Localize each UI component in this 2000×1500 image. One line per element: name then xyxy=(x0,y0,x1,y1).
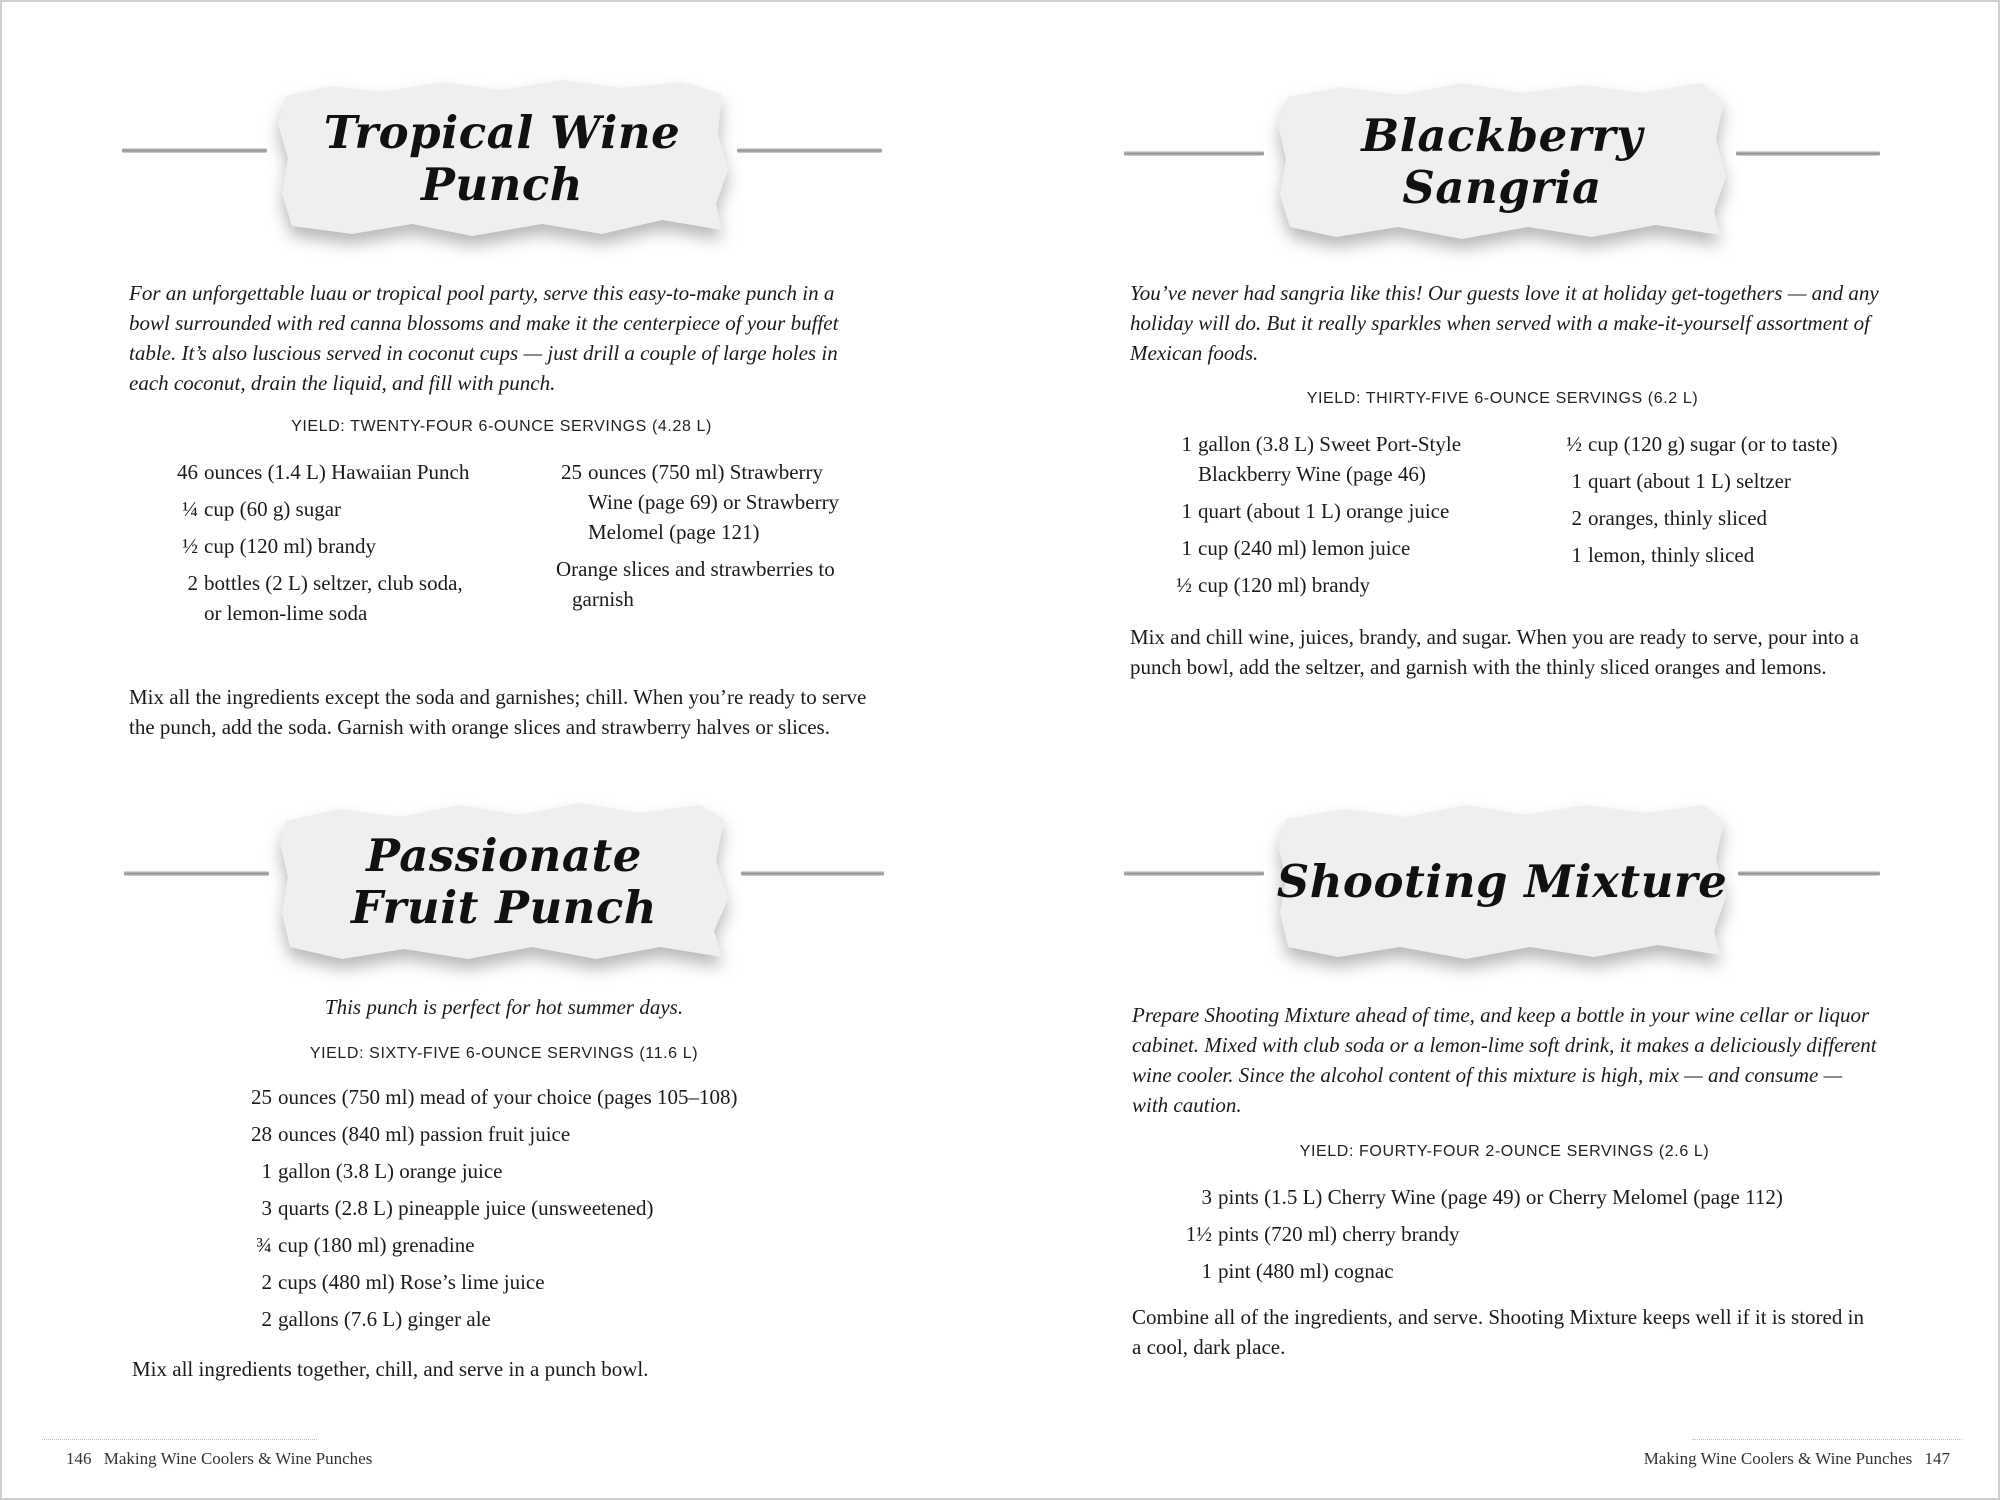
ingredient-text: cup (180 ml) grenadine xyxy=(278,1233,475,1257)
recipe-intro: You’ve never had sangria like this! Our guests love it at holiday get-togethers — and any holiday will do. But it really sparkles when served with a make-it-yourself assortment of Mexican foods. xyxy=(1130,281,1879,365)
ingredient-item xyxy=(162,568,472,628)
ingredient-qty: 28 xyxy=(251,1122,272,1146)
ingredient-item xyxy=(1152,496,1492,526)
ingredient-item xyxy=(1542,540,1882,570)
ingredient-item xyxy=(232,1193,852,1223)
recipe-yield: YIELD: SIXTY-FIVE 6-OUNCE SERVINGS (11.6 L) xyxy=(309,1045,699,1062)
title-rule-left xyxy=(124,871,269,876)
ingredient-item xyxy=(1152,429,1492,489)
recipe-yield: YIELD: TWENTY-FOUR 6-OUNCE SERVINGS (4.28 L) xyxy=(291,418,712,435)
ingredient-list xyxy=(1172,1182,1872,1293)
ingredient-item xyxy=(542,554,862,614)
title-rule-right xyxy=(1736,151,1880,156)
ingredient-text: pint (480 ml) cognac xyxy=(1218,1259,1394,1283)
ingredient-text: gallons (7.6 L) ginger ale xyxy=(278,1307,491,1331)
recipe-title-line: Fruit Punch xyxy=(350,881,658,934)
ingredient-qty: 1½ xyxy=(1185,1222,1212,1246)
ingredient-qty: ¼ xyxy=(182,497,198,521)
ingredient-qty: 3 xyxy=(261,1196,272,1220)
ingredient-qty: 2 xyxy=(261,1307,272,1331)
ingredient-item xyxy=(1172,1219,1872,1249)
running-title: Making Wine Coolers & Wine Punches xyxy=(103,1449,373,1468)
ingredient-text: cup (120 g) sugar (or to taste) xyxy=(1588,432,1838,456)
ingredient-text: cup (120 ml) brandy xyxy=(1198,573,1371,597)
ingredient-qty: 1 xyxy=(1571,543,1582,567)
recipe-title-line: Shooting Mixture xyxy=(1276,855,1728,908)
ingredient-item xyxy=(1542,466,1882,496)
recipe-title xyxy=(1272,797,1732,967)
ingredient-qty: 25 xyxy=(251,1085,272,1109)
ingredient-list-left xyxy=(162,457,472,635)
ingredient-text: cup (120 ml) brandy xyxy=(204,534,377,558)
ingredient-text: cups (480 ml) Rose’s lime juice xyxy=(278,1270,545,1294)
title-rule-right xyxy=(1738,871,1880,876)
ingredient-qty: 1 xyxy=(261,1159,272,1183)
ingredient-qty: 3 xyxy=(1201,1185,1212,1209)
recipe-title xyxy=(274,797,734,967)
ingredient-text: Orange slices and strawberries to garnish xyxy=(556,557,835,611)
torn-paper-tag xyxy=(1272,797,1732,967)
footer-rule-right xyxy=(1692,1439,1962,1440)
ingredient-qty: 2 xyxy=(187,571,198,595)
title-rule-left xyxy=(1124,151,1264,156)
ingredient-list-left xyxy=(1152,429,1492,607)
ingredient-text: quart (about 1 L) seltzer xyxy=(1588,469,1791,493)
ingredient-item xyxy=(232,1082,852,1112)
ingredient-item xyxy=(1152,570,1492,600)
recipe-yield: YIELD: FOURTY-FOUR 2-OUNCE SERVINGS (2.6 L) xyxy=(1299,1143,1710,1160)
ingredient-item xyxy=(542,457,862,547)
footer-rule-left xyxy=(42,1439,317,1440)
recipe-yield: YIELD: THIRTY-FIVE 6-OUNCE SERVINGS (6.2 L) xyxy=(1306,390,1699,407)
footer-right xyxy=(1612,1449,1950,1469)
ingredient-list-right xyxy=(542,457,862,621)
footer-left xyxy=(66,1449,372,1469)
ingredient-text: oranges, thinly sliced xyxy=(1588,506,1768,530)
recipe-method: Mix and chill wine, juices, brandy, and sugar. When you are ready to serve, pour into a punch bowl, add the seltzer, and garnish with the thinly sliced oranges and lemons. xyxy=(1130,625,1859,679)
ingredient-text: quart (about 1 L) orange juice xyxy=(1198,499,1450,523)
recipe-title-banner xyxy=(122,74,882,244)
recipe-method: Mix all the ingredients except the soda and garnishes; chill. When you’re ready to serve the punch, add the soda. Garnish with orange slices and strawberry halves or slices. xyxy=(129,685,867,739)
torn-paper-tag xyxy=(272,74,732,244)
recipe-intro: This punch is perfect for hot summer days. xyxy=(324,995,684,1019)
title-rule-right xyxy=(741,871,884,876)
recipe-intro: Prepare Shooting Mixture ahead of time, and keep a bottle in your wine cellar or liquor cabinet. Mixed with club soda or a lemon-lime soft drink, it makes a deliciously different wine cooler. Since the alcohol content of this mixture is high, mix — and consume — with caution. xyxy=(1132,1003,1877,1117)
recipe-title-line: Tropical Wine Punch xyxy=(323,106,681,211)
recipe-title xyxy=(1272,77,1732,247)
ingredient-qty: ½ xyxy=(182,534,198,558)
ingredient-item xyxy=(1542,429,1882,459)
title-rule-left xyxy=(1124,871,1264,876)
ingredient-item xyxy=(232,1230,852,1260)
recipe-title-banner xyxy=(124,797,884,967)
ingredient-text: gallon (3.8 L) orange juice xyxy=(278,1159,503,1183)
ingredient-text: lemon, thinly sliced xyxy=(1588,543,1755,567)
ingredient-qty: 1 xyxy=(1201,1259,1212,1283)
ingredient-item xyxy=(232,1304,852,1334)
ingredient-qty: ¾ xyxy=(256,1233,272,1257)
ingredient-qty: 1 xyxy=(1571,469,1582,493)
recipe-title xyxy=(272,74,732,244)
recipe-title-banner xyxy=(1124,797,1880,967)
recipe-method: Combine all of the ingredients, and serve. Shooting Mixture keeps well if it is stored in a cool, dark place. xyxy=(1132,1305,1864,1359)
ingredient-qty: 2 xyxy=(261,1270,272,1294)
title-rule-right xyxy=(737,148,882,153)
ingredient-qty: 2 xyxy=(1571,506,1582,530)
recipe-title-banner xyxy=(1124,77,1880,247)
ingredient-item xyxy=(232,1119,852,1149)
ingredient-item xyxy=(1152,533,1492,563)
ingredient-text: ounces (840 ml) passion fruit juice xyxy=(278,1122,571,1146)
ingredient-item xyxy=(1542,503,1882,533)
recipe-method: Mix all ingredients together, chill, and serve in a punch bowl. xyxy=(132,1357,649,1381)
ingredient-item xyxy=(162,531,472,561)
ingredient-qty: 1 xyxy=(1181,432,1192,456)
ingredient-item xyxy=(232,1156,852,1186)
ingredient-qty: 25 xyxy=(561,460,582,484)
recipe-intro: For an unforgettable luau or tropical pool party, serve this easy-to-make punch in a bowl surrounded with red canna blossoms and make it the centerpiece of your buffet table. It’s also luscious served in coconut cups — just drill a couple of large holes in each coconut, drain the liquid, and fill with punch. xyxy=(129,281,839,395)
ingredient-item xyxy=(162,457,472,487)
recipe-title-line: Passionate xyxy=(366,829,642,882)
ingredient-text: pints (1.5 L) Cherry Wine (page 49) or Cherry Melomel (page 112) xyxy=(1218,1185,1783,1209)
ingredient-text: quarts (2.8 L) pineapple juice (unsweetened) xyxy=(278,1196,654,1220)
ingredient-list-right xyxy=(1542,429,1882,577)
running-title: Making Wine Coolers & Wine Punches xyxy=(1643,1449,1913,1468)
torn-paper-tag xyxy=(274,797,734,967)
page-number: 147 xyxy=(1924,1449,1950,1468)
ingredient-qty: 1 xyxy=(1181,536,1192,560)
ingredient-text: cup (60 g) sugar xyxy=(204,497,342,521)
ingredient-text: ounces (1.4 L) Hawaiian Punch xyxy=(204,460,470,484)
ingredient-list xyxy=(232,1082,852,1341)
ingredient-text: cup (240 ml) lemon juice xyxy=(1198,536,1411,560)
ingredient-text: bottles (2 L) seltzer, club soda, or lemon-lime soda xyxy=(204,571,463,625)
ingredient-qty: 46 xyxy=(177,460,198,484)
ingredient-qty: 1 xyxy=(1181,499,1192,523)
torn-paper-tag xyxy=(1272,77,1732,247)
ingredient-text: ounces (750 ml) mead of your choice (pages 105–108) xyxy=(278,1085,738,1109)
recipe-title-line: Blackberry Sangria xyxy=(1361,109,1643,214)
ingredient-qty: ½ xyxy=(1176,573,1192,597)
ingredient-item xyxy=(162,494,472,524)
ingredient-qty: ½ xyxy=(1566,432,1582,456)
title-rule-left xyxy=(122,148,267,153)
page-number: 146 xyxy=(66,1449,92,1468)
ingredient-item xyxy=(1172,1256,1872,1286)
ingredient-text: ounces (750 ml) Strawberry Wine (page 69) or Strawberry Melomel (page 121) xyxy=(588,460,840,544)
ingredient-text: gallon (3.8 L) Sweet Port-Style Blackberry Wine (page 46) xyxy=(1198,432,1462,486)
ingredient-text: pints (720 ml) cherry brandy xyxy=(1218,1222,1460,1246)
ingredient-item xyxy=(232,1267,852,1297)
ingredient-item xyxy=(1172,1182,1872,1212)
